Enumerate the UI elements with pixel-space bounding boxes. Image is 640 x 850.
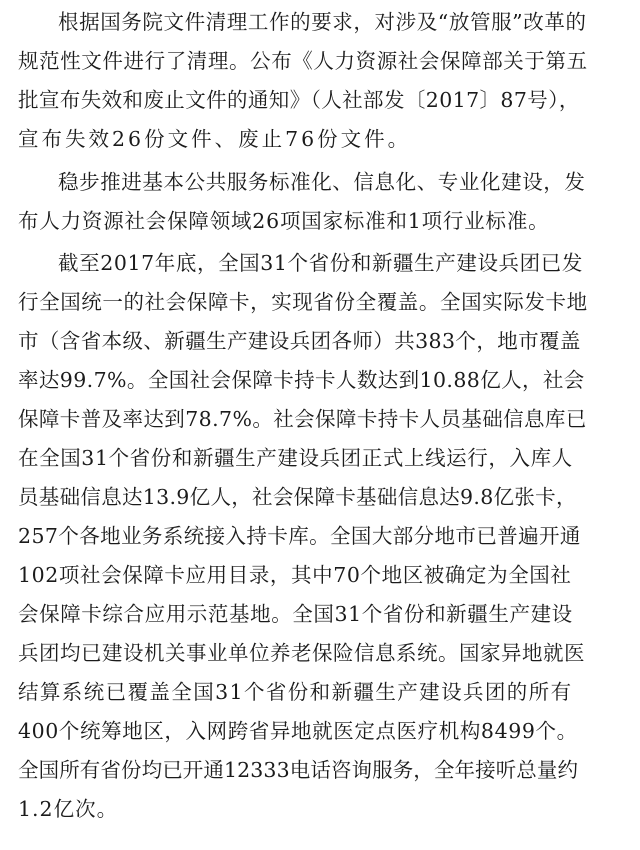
paragraph-3-line-8: 257个各地业务系统接入持卡库。全国大部分地市已普遍开通 bbox=[18, 524, 581, 548]
paragraph-3-line-12: 结算系统已覆盖全国31个省份和新疆生产建设兵团的所有 bbox=[18, 680, 573, 704]
paragraph-3-line-10: 会保障卡综合应用示范基地。全国31个省份和新疆生产建设 bbox=[18, 602, 573, 626]
paragraph-3-line-13: 400个统筹地区，入网跨省异地就医定点医疗机构8499个。 bbox=[18, 719, 578, 743]
paragraph-1-line-2: 规范性文件进行了清理。公布《人力资源社会保障部关于第五 bbox=[18, 49, 588, 73]
paragraph-3-line-5: 保障卡普及率达到78.7%。社会保障卡持卡人员基础信息库已 bbox=[18, 407, 587, 431]
paragraph-3-line-2: 行全国统一的社会保障卡，实现省份全覆盖。全国实际发卡地 bbox=[18, 290, 588, 314]
paragraph-3-line-1: 截至2017年底，全国31个省份和新疆生产建设兵团已发 bbox=[58, 251, 583, 275]
paragraph-1-line-4: 宣布失效26份文件、废止76份文件。 bbox=[18, 127, 412, 151]
paragraph-3-line-15: 1.2亿次。 bbox=[18, 797, 119, 821]
paragraph-1-line-3: 批宣布失效和废止文件的通知》（人社部发〔2017〕87号）， bbox=[18, 88, 580, 112]
paragraph-3-line-9: 102项社会保障卡应用目录，其中70个地区被确定为全国社 bbox=[18, 563, 572, 587]
paragraph-3-line-3: 市（含省本级、新疆生产建设兵团各师）共383个，地市覆盖 bbox=[18, 329, 581, 353]
paragraph-2-line-2: 布人力资源社会保障领域26项国家标准和1项行业标准。 bbox=[18, 209, 550, 233]
paragraph-3-line-7: 员基础信息达13.9亿人，社会保障卡基础信息达9.8亿张卡， bbox=[18, 485, 577, 509]
paragraph-2-line-1: 稳步推进基本公共服务标准化、信息化、专业化建设，发 bbox=[58, 170, 586, 194]
paragraph-3-line-11: 兵团均已建设机关事业单位养老保险信息系统。国家异地就医 bbox=[18, 641, 585, 665]
paragraph-3-line-4: 率达99.7%。全国社会保障卡持卡人数达到10.88亿人，社会 bbox=[18, 368, 585, 392]
paragraph-3-line-6: 在全国31个省份和新疆生产建设兵团正式上线运行，入库人 bbox=[18, 446, 573, 470]
paragraph-3-line-14: 全国所有省份均已开通12333电话咨询服务，全年接听总量约 bbox=[18, 758, 579, 782]
paragraph-1-line-1: 根据国务院文件清理工作的要求，对涉及“放管服”改革的 bbox=[58, 10, 587, 34]
